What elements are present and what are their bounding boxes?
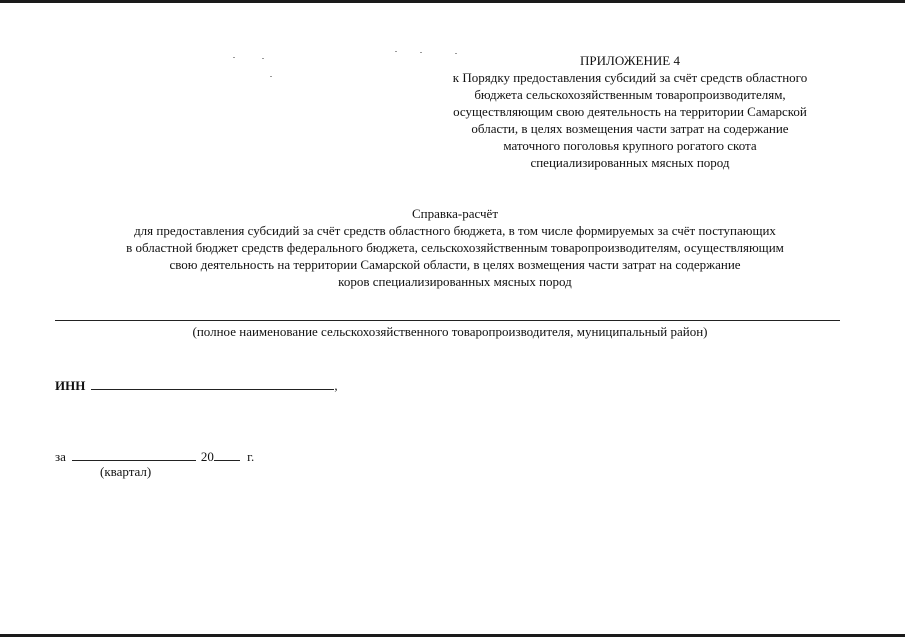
appendix-line: области, в целях возмещения части затрат на содержание bbox=[471, 121, 789, 136]
scan-speck bbox=[395, 51, 397, 52]
appendix-block bbox=[400, 52, 860, 171]
heading-line: свою деятельность на территории Самарской области, в целях возмещения части затрат на содержание bbox=[169, 257, 741, 272]
producer-name-caption: (полное наименование сельскохозяйственного товаропроизводителя, муниципальный район) bbox=[192, 324, 708, 339]
document-title: Справка-расчёт bbox=[411, 206, 499, 221]
appendix-line: осуществляющим свою деятельность на территории Самарской bbox=[453, 104, 807, 119]
top-border bbox=[0, 0, 905, 3]
heading-line: для предоставления субсидий за счёт средств областного бюджета, в том числе формируемых за счёт поступающих bbox=[134, 223, 776, 238]
period-row bbox=[55, 447, 254, 465]
inn-comma: , bbox=[334, 378, 338, 393]
quarter-field[interactable] bbox=[72, 447, 196, 461]
period-prefix: за bbox=[55, 449, 66, 464]
appendix-line: бюджета сельскохозяйственным товаропроизводителям, bbox=[474, 87, 786, 102]
inn-field[interactable] bbox=[91, 376, 334, 390]
year-field[interactable] bbox=[214, 447, 240, 461]
appendix-line: маточного поголовья крупного рогатого скота bbox=[503, 138, 757, 153]
appendix-line: к Порядку предоставления субсидий за счёт средств областного bbox=[452, 70, 808, 85]
scan-speck bbox=[270, 76, 272, 77]
producer-name-field[interactable] bbox=[55, 320, 840, 321]
bottom-border bbox=[0, 634, 905, 637]
inn-row bbox=[55, 376, 338, 394]
year-suffix: г. bbox=[247, 449, 255, 464]
inn-label: ИНН bbox=[55, 378, 86, 393]
scan-speck bbox=[233, 57, 235, 58]
appendix-title: ПРИЛОЖЕНИЕ 4 bbox=[580, 53, 680, 68]
year-prefix: 20 bbox=[200, 449, 214, 464]
quarter-caption: (квартал) bbox=[100, 464, 152, 479]
appendix-line: специализированных мясных пород bbox=[530, 155, 730, 170]
document-heading bbox=[40, 205, 870, 290]
heading-line: в областной бюджет средств федерального бюджета, сельскохозяйственным товаропроизводителям, осуществляющим bbox=[126, 240, 784, 255]
heading-line: коров специализированных мясных пород bbox=[338, 274, 572, 289]
scan-speck bbox=[262, 58, 264, 59]
